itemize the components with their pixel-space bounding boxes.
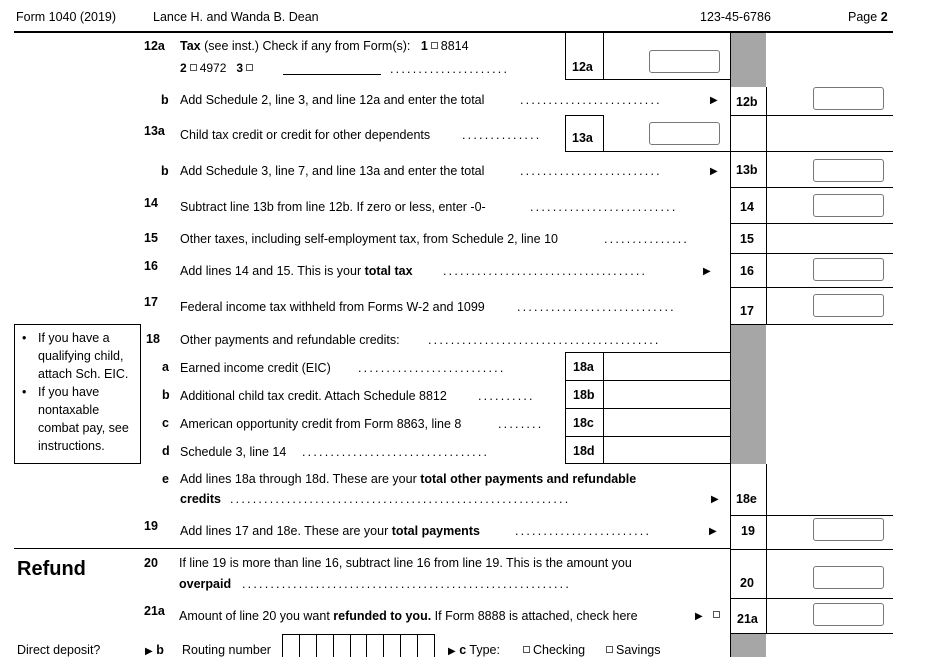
line-14-input[interactable] <box>813 194 884 217</box>
line-number: 17 <box>144 295 158 309</box>
arrow-icon: ▶ <box>711 494 719 505</box>
form-rule <box>731 187 893 188</box>
line-16-input[interactable] <box>813 258 884 281</box>
line-20-text-cont: overpaid <box>179 577 232 591</box>
arrow-icon: ▶ <box>710 95 718 106</box>
form-rule <box>731 324 893 325</box>
form-rule <box>731 253 893 254</box>
line-number: b <box>161 93 169 107</box>
line-number: 18 <box>146 332 160 346</box>
line-number: 12a <box>144 39 165 53</box>
line-label: 20 <box>740 576 754 590</box>
form-8888-checkbox[interactable] <box>713 611 720 618</box>
line-21a-input[interactable] <box>813 603 884 626</box>
page-indicator: Page 2 <box>848 10 888 24</box>
line-number: 21a <box>144 604 165 618</box>
arrow-icon: ▶ <box>703 266 711 277</box>
form-8814-checkbox[interactable] <box>431 42 438 49</box>
line-18d-text: Schedule 3, line 14 <box>180 445 287 459</box>
line-18b-text: Additional child tax credit. Attach Schedule 8812 <box>180 389 447 403</box>
form-title: Form 1040 (2019) <box>16 10 117 24</box>
side-note-text: attach Sch. EIC. <box>38 367 129 381</box>
line-number: 20 <box>144 556 158 570</box>
column-rule <box>766 87 767 324</box>
side-note-text: If you have a <box>38 331 110 345</box>
ssn: 123-45-6786 <box>700 10 771 24</box>
line-number: b <box>161 164 169 178</box>
dot-leader: ......................... <box>520 164 662 178</box>
line-13b-text: Add Schedule 3, line 7, and line 13a and enter the total <box>180 164 485 178</box>
side-note-text: instructions. <box>38 439 105 453</box>
column-rule <box>730 33 731 657</box>
dot-leader: ............................ <box>517 300 676 314</box>
form-rule <box>565 463 731 464</box>
line-label: 18d <box>573 444 595 458</box>
dot-leader: ........ <box>498 417 544 431</box>
side-note-bullet: • <box>22 331 27 345</box>
routing-number-field[interactable] <box>282 634 435 657</box>
line-number: 19 <box>144 519 158 533</box>
arrow-icon: ▶ <box>709 526 717 537</box>
line-label: 13b <box>736 163 758 177</box>
side-note-bullet: • <box>22 385 27 399</box>
line-12a-text: Tax (see inst.) Check if any from Form(s): 1 8814 <box>180 39 469 53</box>
form-rule <box>731 151 893 152</box>
line-13a-input[interactable] <box>649 122 720 145</box>
line-label: 12b <box>736 95 758 109</box>
routing-number-label: Routing number <box>182 643 271 657</box>
form-rule <box>731 549 893 550</box>
form-rule <box>565 151 731 152</box>
form-rule <box>731 287 893 288</box>
line-label: 18b <box>573 388 595 402</box>
side-note-text: nontaxable <box>38 403 100 417</box>
refund-heading: Refund <box>17 558 86 580</box>
line-label: 16 <box>740 264 754 278</box>
line-label: 21a <box>737 612 758 626</box>
line-18e-text-cont: credits <box>180 492 221 506</box>
line-15-text: Other taxes, including self-employment tax, from Schedule 2, line 10 <box>180 232 558 246</box>
form-rule <box>603 33 604 80</box>
other-form-field[interactable] <box>283 74 381 75</box>
dot-leader: ............................................................ <box>230 492 571 506</box>
savings-option[interactable]: Savings <box>603 643 660 657</box>
form-rule <box>731 515 893 516</box>
line-number: c <box>162 416 169 430</box>
form-rule <box>565 408 731 409</box>
line-12a-input[interactable] <box>649 50 720 73</box>
side-note-text: If you have <box>38 385 100 399</box>
line-17-input[interactable] <box>813 294 884 317</box>
checking-option[interactable]: Checking <box>520 643 585 657</box>
form-rule <box>731 115 893 116</box>
line-number: d <box>162 444 170 458</box>
side-note-text: combat pay, see <box>38 421 129 435</box>
line-label: 18c <box>573 416 594 430</box>
form-rule <box>565 115 603 116</box>
dot-leader: ......................................... <box>428 333 661 347</box>
arrow-icon: ▶ <box>695 611 703 622</box>
taxpayer-names: Lance H. and Wanda B. Dean <box>153 10 319 24</box>
form-rule <box>565 380 731 381</box>
dot-leader: .......................... <box>530 200 678 214</box>
line-16-text: Add lines 14 and 15. This is your total tax <box>180 264 413 278</box>
line-number: 14 <box>144 196 158 210</box>
form-rule <box>565 115 566 152</box>
line-13b-input[interactable] <box>813 159 884 182</box>
line-12b-input[interactable] <box>813 87 884 110</box>
line-20-input[interactable] <box>813 566 884 589</box>
line-12a-options: 2 4972 3 <box>180 61 256 75</box>
line-18c-text: American opportunity credit from Form 8863, line 8 <box>180 417 462 431</box>
shaded-cell <box>731 33 766 87</box>
dot-leader: .......................................................... <box>242 577 572 591</box>
line-label: 13a <box>572 131 593 145</box>
line-label: 18a <box>573 360 594 374</box>
dot-leader: .......... <box>478 389 535 403</box>
shaded-cell <box>731 324 766 464</box>
line-label: 19 <box>741 524 755 538</box>
line-number: 15 <box>144 231 158 245</box>
form-rule <box>565 352 731 353</box>
form-rule <box>731 633 893 634</box>
dot-leader: .................................... <box>443 264 648 278</box>
line-13a-text: Child tax credit or credit for other dependents <box>180 128 431 142</box>
line-number: ▶ b <box>145 643 164 657</box>
form-rule <box>731 223 893 224</box>
line-17-text: Federal income tax withheld from Forms W-2 and 1099 <box>180 300 485 314</box>
line-label: 17 <box>740 304 754 318</box>
line-21a-text: Amount of line 20 you want refunded to you. If Form 8888 is attached, check here <box>179 609 638 623</box>
form-rule <box>731 598 893 599</box>
dot-leader: ............... <box>604 232 690 246</box>
line-18e-text: Add lines 18a through 18d. These are your total other payments and refundable <box>180 472 637 486</box>
line-18a-text: Earned income credit (EIC) <box>180 361 331 375</box>
line-19-text: Add lines 17 and 18e. These are your total payments <box>180 524 480 538</box>
form-rule <box>603 115 604 152</box>
dot-leader: .............. <box>462 128 542 142</box>
line-number: 13a <box>144 124 165 138</box>
line-number: b <box>162 388 170 402</box>
savings-checkbox[interactable] <box>606 646 613 653</box>
shaded-cell <box>731 633 766 657</box>
dot-leader: ........................ <box>515 524 652 538</box>
form-rule <box>565 79 731 80</box>
account-type-label: ▶ c Type: <box>448 643 500 657</box>
line-label: 12a <box>572 60 593 74</box>
line-18-text: Other payments and refundable credits: <box>180 333 400 347</box>
checking-checkbox[interactable] <box>523 646 530 653</box>
line-label: 15 <box>740 232 754 246</box>
line-12b-text: Add Schedule 2, line 3, and line 12a and enter the total <box>180 93 485 107</box>
dot-leader: .......................... <box>358 361 506 375</box>
line-19-input[interactable] <box>813 518 884 541</box>
dot-leader: ......................... <box>520 93 662 107</box>
dot-leader: ..................... <box>390 62 510 76</box>
dot-leader: ................................. <box>302 445 490 459</box>
form-rule <box>14 548 731 549</box>
direct-deposit-label: Direct deposit? <box>17 643 101 657</box>
form-other-checkbox[interactable] <box>246 64 253 71</box>
form-4972-checkbox[interactable] <box>190 64 197 71</box>
arrow-icon: ▶ <box>710 166 718 177</box>
line-20-text: If line 19 is more than line 16, subtract line 16 from line 19. This is the amount you <box>179 556 632 570</box>
line-number: a <box>162 360 169 374</box>
line-number: 16 <box>144 259 158 273</box>
form-rule <box>565 33 566 80</box>
line-14-text: Subtract line 13b from line 12b. If zero or less, enter -0- <box>180 200 486 214</box>
form-rule <box>565 436 731 437</box>
side-note-text: qualifying child, <box>38 349 124 363</box>
line-label: 18e <box>736 492 757 506</box>
line-label: 14 <box>740 200 754 214</box>
line-number: e <box>162 472 169 486</box>
